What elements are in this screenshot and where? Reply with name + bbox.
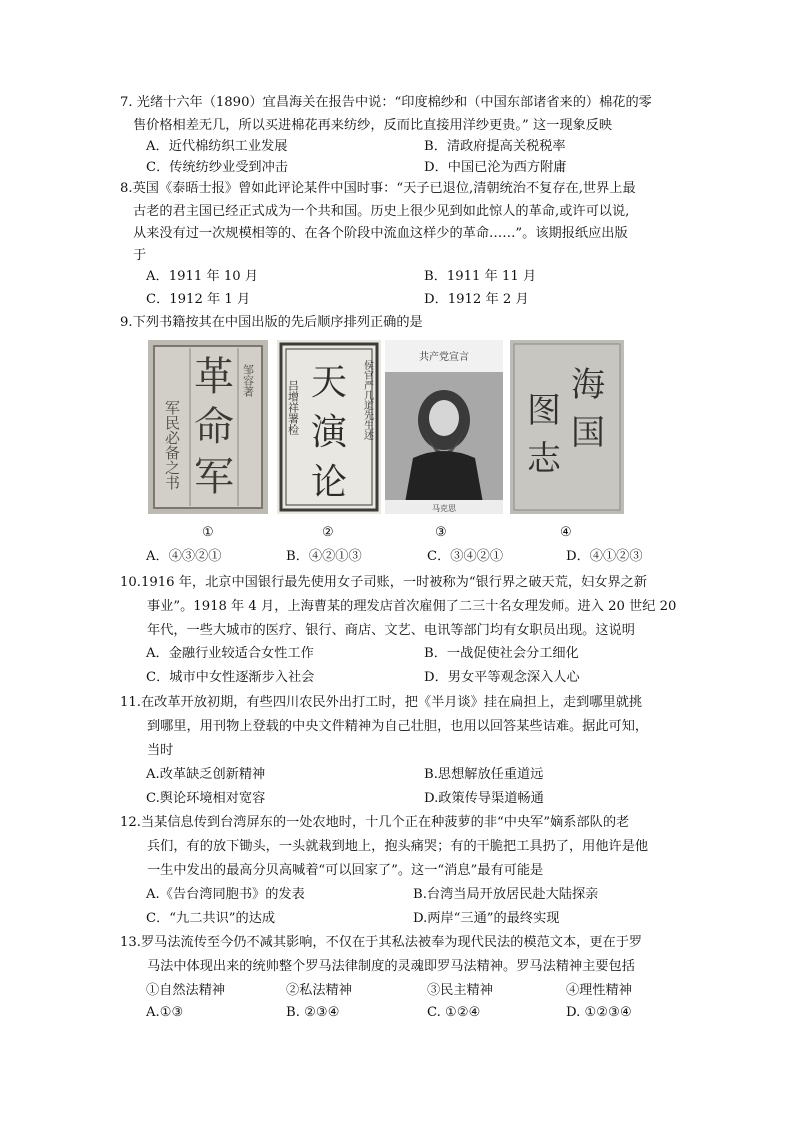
book-cover-1-illustration xyxy=(148,340,268,514)
q10-stem-line2: 事业”。1918 年 4 月，上海曹某的理发店首次雇佣了二三十名女理发师。进入 20 世纪 20 xyxy=(147,599,677,614)
book-cover-4-illustration xyxy=(510,340,624,514)
book2-title-char-2: 演 xyxy=(310,412,348,453)
book-cover-image-3 xyxy=(385,340,503,514)
image-caption-2: ② xyxy=(322,525,334,540)
q8-stem-line4: 于 xyxy=(133,248,147,263)
book2-title-char-3: 论 xyxy=(310,462,348,503)
image-caption-1: ① xyxy=(202,525,214,540)
q13-stem-line1: 13.罗马法流传至今仍不减其影响，不仅在于其私法被奉为现代民法的模范文本，更在于罗 xyxy=(120,935,643,950)
q8-option-b: B．1911 年 11 月 xyxy=(424,269,537,284)
q10-stem-line1: 10.1916 年，北京中国银行最先使用女子司账，一时被称为“银行界之破天荒，妇女界之新 xyxy=(120,575,648,590)
book3-caption-text: 马克思 xyxy=(432,504,456,513)
q12-stem-line2: 兵们，有的放下锄头，一头就栽到地上，抱头痛哭；有的干脆把工具扔了，用他许是他 xyxy=(147,839,649,854)
q8-option-a: A．1911 年 10 月 xyxy=(146,269,259,284)
q13-item-3: ③民主精神 xyxy=(427,983,493,998)
q11-stem-line1: 11.在改革开放初期，有些四川农民外出打工时，把《半月谈》挂在扁担上，走到哪里就挑 xyxy=(120,695,643,710)
q13-option-d: D. ①②③④ xyxy=(566,1005,632,1020)
book4-title-char-4: 志 xyxy=(527,439,561,479)
q9-option-b: B．④②①③ xyxy=(286,549,362,564)
book-cover-2-illustration xyxy=(277,340,381,514)
q9-option-d: D．④①②③ xyxy=(566,549,643,564)
q12-option-d: D.两岸“三通”的最终实现 xyxy=(413,911,560,926)
q13-item-2: ②私法精神 xyxy=(286,983,352,998)
book1-side-text-2: 军民必备之书 xyxy=(163,400,181,490)
q7-option-b: B．清政府提高关税税率 xyxy=(424,139,566,154)
book-cover-3-illustration xyxy=(385,340,503,514)
book1-title-char-3: 军 xyxy=(194,454,234,500)
q8-option-c: C．1912 年 1 月 xyxy=(146,292,251,307)
book2-top-text: 侯官严几道先生述 xyxy=(361,360,373,440)
q7-option-c: C．传统纺纱业受到冲击 xyxy=(146,160,288,175)
book-cover-image-4 xyxy=(510,340,624,514)
book-cover-image-2 xyxy=(277,340,381,514)
q7-option-a: A．近代棉纺织工业发展 xyxy=(146,139,288,154)
q12-stem-line3: 一生中发出的最高分贝高喊着“可以回家了”。这一“消息”最有可能是 xyxy=(147,863,544,878)
image-caption-4: ④ xyxy=(560,525,572,540)
book4-title-char-2: 国 xyxy=(571,413,605,453)
q13-item-1: ①自然法精神 xyxy=(146,983,226,998)
q12-stem-line1: 12.当某信息传到台湾屏东的一处农地时，十几个正在种菠萝的非“中央军”嫡系部队的老 xyxy=(120,815,630,830)
q8-stem-line3: 从来没有过一次规模相等的、在各个阶段中流血这样少的革命……”。该期报纸应出版 xyxy=(133,226,628,241)
q12-option-a: A.《告台湾同胞书》的发表 xyxy=(146,887,305,902)
q12-option-c: C．“九二共识”的达成 xyxy=(146,911,276,926)
book1-title-char-1: 革 xyxy=(194,354,234,400)
q8-stem-line1: 8.英国《泰晤士报》曾如此评论某件中国时事：“天子已退位,清朝统治不复存在,世界上最 xyxy=(120,181,636,196)
q11-stem-line3: 当时 xyxy=(147,743,174,758)
book3-header-text: 共产党宣言 xyxy=(419,352,469,363)
book2-title-char-1: 天 xyxy=(310,362,348,403)
book4-title-char-3: 图 xyxy=(527,391,561,431)
q10-option-c: C．城市中女性逐渐步入社会 xyxy=(146,670,315,685)
q8-option-d: D．1912 年 2 月 xyxy=(424,292,529,307)
portrait-face xyxy=(429,400,459,436)
q7-option-d: D．中国已沦为西方附庸 xyxy=(424,160,567,175)
q13-item-4: ④理性精神 xyxy=(566,983,632,998)
q10-option-d: D．男女平等观念深入人心 xyxy=(424,670,580,685)
q12-option-b: B.台湾当局开放居民赴大陆探亲 xyxy=(413,887,599,902)
image-caption-3: ③ xyxy=(435,525,447,540)
q7-stem-line2: 售价格相差无几，所以买进棉花再来纺纱，反而比直接用洋纱更贵。” 这一现象反映 xyxy=(133,118,613,133)
q9-option-a: A．④③②① xyxy=(146,549,222,564)
q10-option-b: B．一战促使社会分工细化 xyxy=(424,646,579,661)
q10-stem-line3: 年代，一些大城市的医疗、银行、商店、文艺、电讯等部门均有女职员出现。这说明 xyxy=(147,623,635,638)
q7-stem-line1: 7. 光绪十六年（1890）宜昌海关在报告中说：“印度棉纱和（中国东部诸省来的）棉花的零 xyxy=(120,95,652,110)
q11-option-a: A.改革缺乏创新精神 xyxy=(146,767,266,782)
q11-stem-line2: 到哪里，用刊物上登载的中央文件精神为自己壮胆，也用以回答某些诘难。据此可知， xyxy=(147,719,649,734)
book-cover-image-1 xyxy=(148,340,268,514)
q11-option-d: D.政策传导渠道畅通 xyxy=(424,791,544,806)
book1-title-char-2: 命 xyxy=(194,404,234,450)
q11-option-b: B.思想解放任重道远 xyxy=(424,767,544,782)
book4-title-char-1: 海 xyxy=(571,365,605,405)
q13-option-a: A.①③ xyxy=(146,1005,184,1020)
q9-option-c: C．③④②① xyxy=(427,549,504,564)
q13-stem-line2: 马法中体现出来的统帅整个罗马法律制度的灵魂即罗马法精神。罗马法精神主要包括 xyxy=(147,959,635,974)
book2-side-text: 吕增祥署检 xyxy=(286,380,300,435)
q9-stem-line1: 9.下列书籍按其在中国出版的先后顺序排列正确的是 xyxy=(120,315,423,330)
q13-option-b: B. ②③④ xyxy=(286,1005,340,1020)
book1-side-text-1: 邹容著 xyxy=(241,364,255,397)
q10-option-a: A．金融行业较适合女性工作 xyxy=(146,646,314,661)
q11-option-c: C.舆论环境相对宽容 xyxy=(146,791,266,806)
q8-stem-line2: 古老的君主国已经正式成为一个共和国。历史上很少见到如此惊人的革命,或许可以说, xyxy=(133,204,630,219)
q13-option-c: C. ①②④ xyxy=(427,1005,481,1020)
